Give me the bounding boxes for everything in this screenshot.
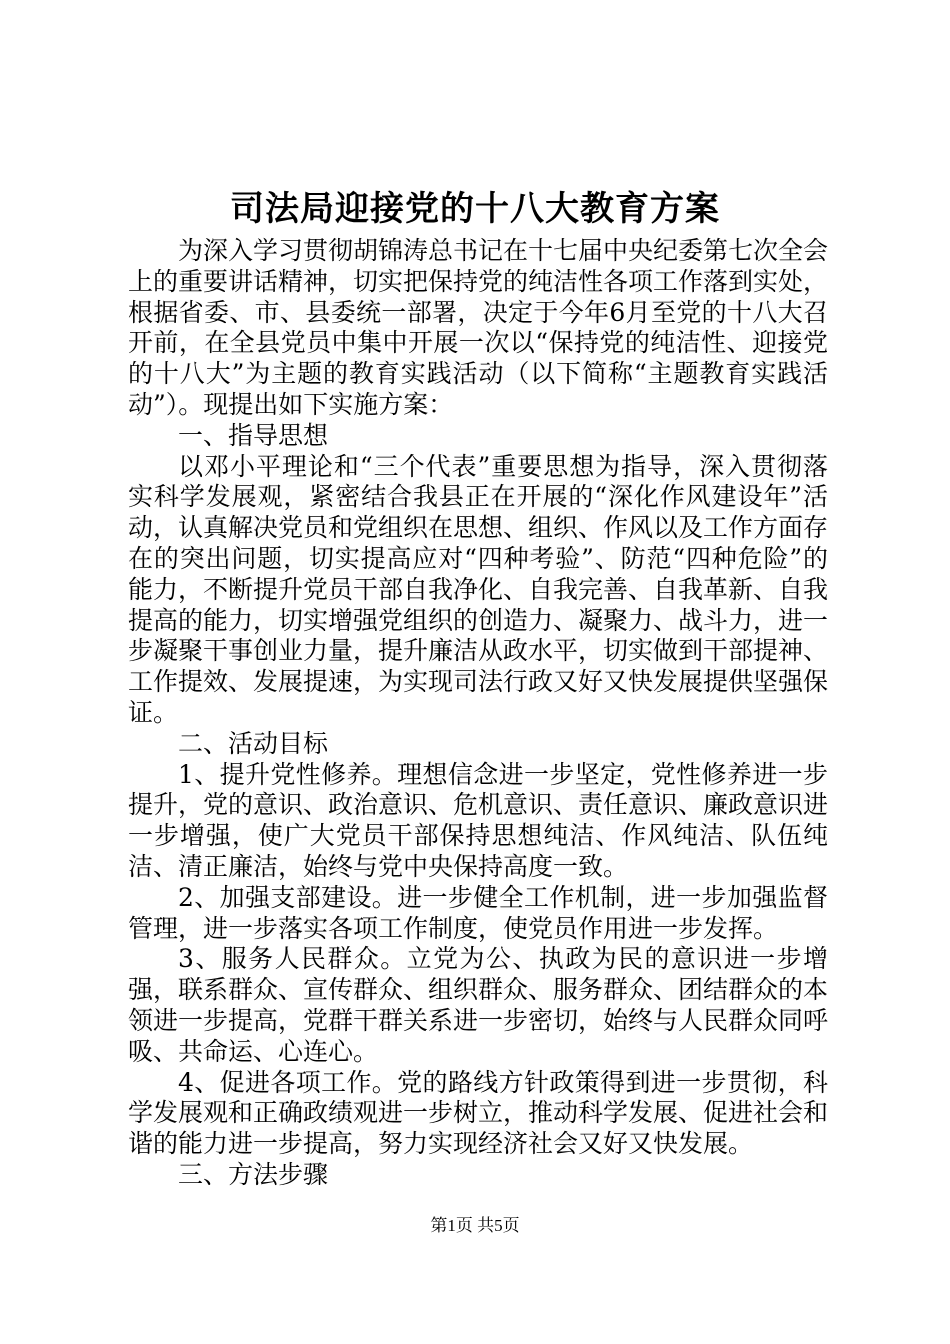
section-heading-methods-steps: 三、方法步骤 [178, 1159, 329, 1189]
goal-item-4: 4、促进各项工作。党的路线方针政策得到进一步贯彻，科学发展观和正确政绩观进一步树立，推动科学发展、促进社会和谐的能力进一步提高，努力实现经济社会又好又快发展。 [128, 1067, 829, 1159]
page-number-footer: 第1页 共5页 [430, 1216, 520, 1235]
intro-paragraph: 为深入学习贯彻胡锦涛总书记在十七届中央纪委第七次全会上的重要讲话精神，切实把保持党的纯洁性各项工作落到实处，根据省委、市、县委统一部署，决定于今年6月至党的十八大召开前，在全县党员中集中开展一次以“保持党的纯洁性、迎接党的十八大”为主题的教育实践活动（以下简称“主题教育实践活动”）。现提出如下实施方案： [128, 236, 829, 419]
guiding-ideology-paragraph: 以邓小平理论和“三个代表”重要思想为指导，深入贯彻落实科学发展观，紧密结合我县正在开展的“深化作风建设年”活动，认真解决党员和党组织在思想、组织、作风以及工作方面存在的突出问题，切实提高应对“四种考验”、防范“四种危险”的能力，不断提升党员干部自我净化、自我完善、自我革新、自我提高的能力，切实增强党组织的创造力、凝聚力、战斗力，进一步凝聚干事创业力量，提升廉洁从政水平，切实做到干部提神、工作提效、发展提速，为实现司法行政又好又快发展提供坚强保证。 [128, 451, 829, 727]
section-heading-guiding-ideology: 一、指导思想 [178, 420, 329, 450]
document-body [128, 236, 828, 1191]
goal-item-1: 1、提升党性修养。理想信念进一步坚定，党性修养进一步提升，党的意识、政治意识、危机意识、责任意识、廉政意识进一步增强，使广大党员干部保持思想纯洁、作风纯洁、队伍纯洁、清正廉洁，始终与党中央保持高度一致。 [128, 759, 829, 881]
document-title: 司法局迎接党的十八大教育方案 [230, 189, 720, 229]
section-heading-activity-goals: 二、活动目标 [178, 728, 329, 758]
goal-item-2: 2、加强支部建设。进一步健全工作机制，进一步加强监督管理，进一步落实各项工作制度，使党员作用进一步发挥。 [128, 882, 828, 943]
goal-item-3: 3、服务人民群众。立党为公、执政为民的意识进一步增强，联系群众、宣传群众、组织群众、服务群众、团结群众的本领进一步提高，党群干群关系进一步密切，始终与人民群众同呼吸、共命运、心连心。 [128, 944, 829, 1066]
